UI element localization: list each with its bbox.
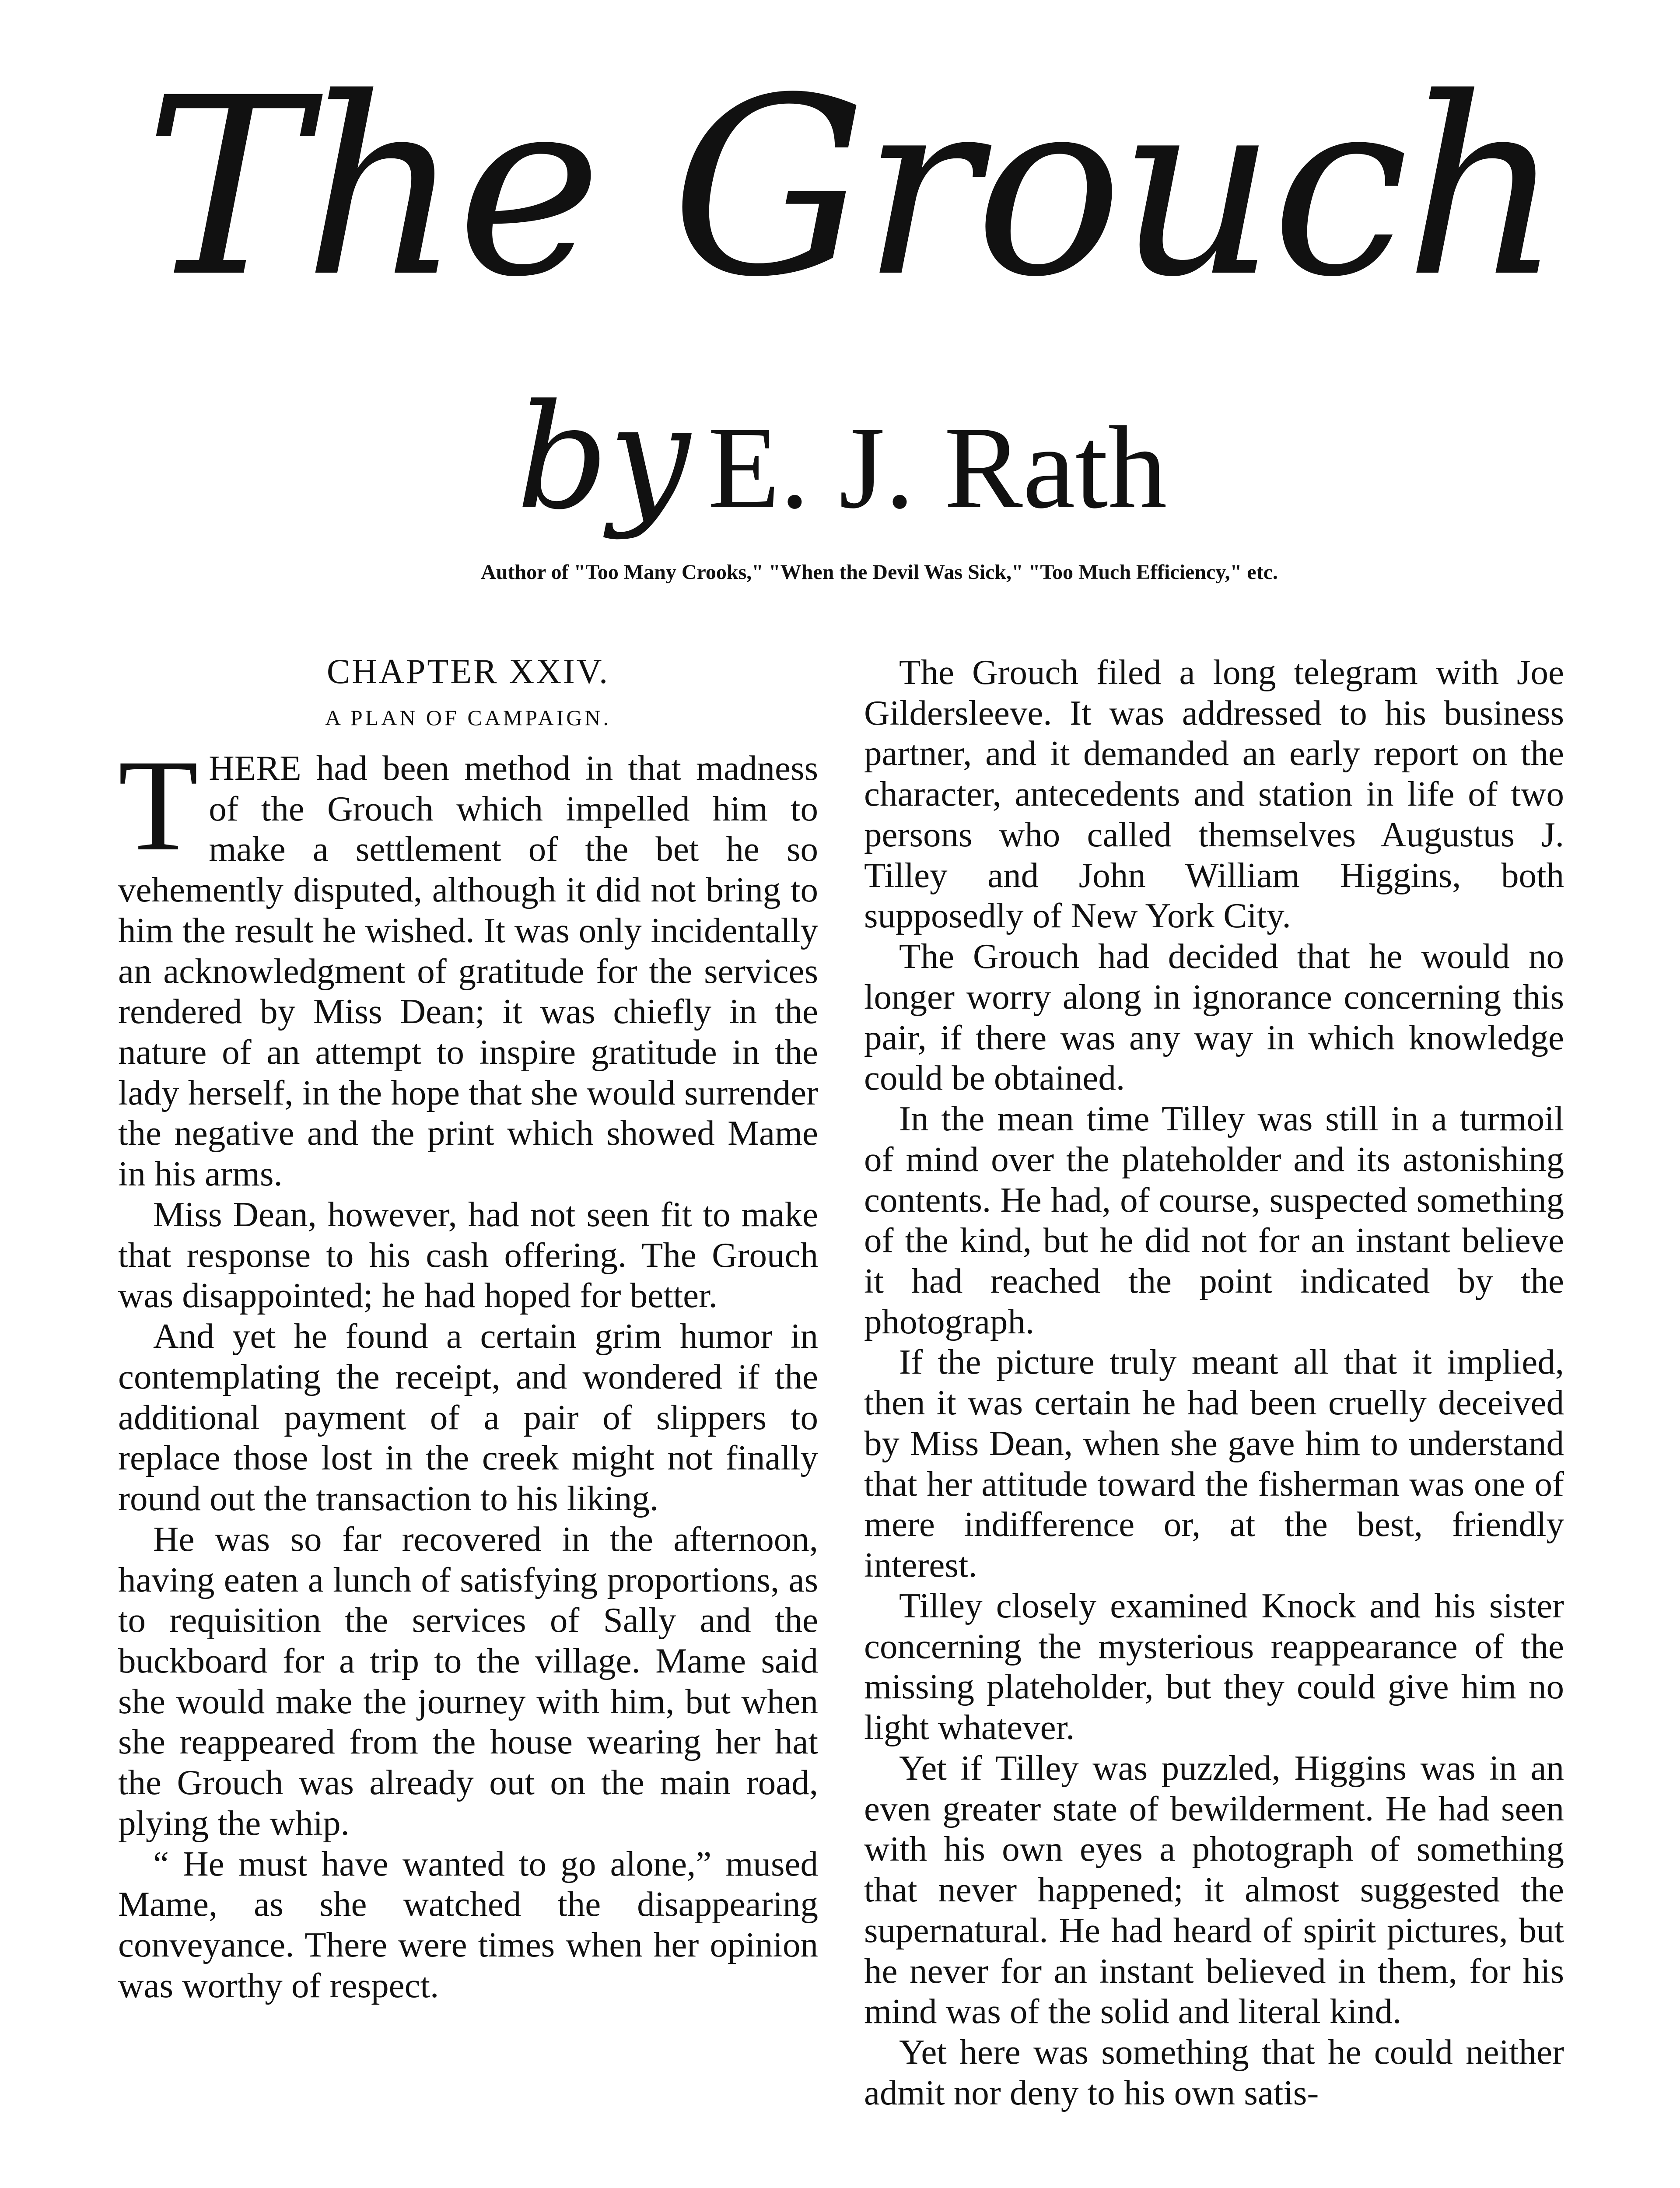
paragraph: Yet if Tilley was puzzled, Higgins was in an even greater state of bewilderment. He had seen with his own eyes a photograph of something that never happened; it almost suggested the supernatural. He had heard of spirit pictures, but he never for an instant believed in them, for his mind was of the solid and literal kind.: [864, 1748, 1564, 2031]
author-name: E. J. Rath: [707, 402, 1167, 533]
paragraph: He was so far recovered in the afternoon, having eaten a lunch of satisfying proportions, as to requisition the services of Sally and the buckboard for a trip to the village. Mame said she would make the journey with him, but when she reappeared from the house wearing her hat the Grouch was already out on the main road, plying the whip.: [118, 1519, 818, 1843]
story-title: The Grouch: [144, 46, 1558, 331]
paragraph: In the mean time Tilley was still in a turmoil of mind over the plateholder and its astonishing contents. He had, of course, suspected something of the kind, but he did not for an instant believe it had reached the point indicated by the photograph.: [864, 1099, 1564, 1341]
byline-by: by: [516, 373, 690, 541]
paragraph: If the picture truly meant all that it implied, then it was certain he had been cruelly deceived by Miss Dean, when she gave him to understand that her attitude toward the fisherman was one of mere indifference or, at the best, friendly interest.: [864, 1342, 1564, 1585]
opening-paragraph-text: HERE had been method in that madness of the Grouch which impelled him to make a settlement of the bet he so vehemently disputed, although it did not bring to him the result he wished. It was only incidentally an acknowledgment of gratitude for the services rendered by Miss Dean; it was chiefly in the nature of an attempt to inspire gratitude in the lady herself, in the hope that she would surrender the negative and the print which showed Mame in his arms.: [118, 748, 818, 1194]
paragraph: The Grouch filed a long telegram with Joe Gildersleeve. It was addressed to his business partner, and it demanded an early report on the character, antecedents and station in life of two persons who called themselves Augustus J. Tilley and John William Higgins, both supposedly of New York City.: [864, 652, 1564, 936]
paragraph: Tilley closely examined Knock and his sister concerning the mysterious reappearance of the missing plateholder, but they could give him no light whatever.: [864, 1585, 1564, 1747]
paragraph: “ He must have wanted to go alone,” mused Mame, as she watched the disappearing conveyance. There were times when her opinion was worthy of respect.: [118, 1844, 818, 2005]
paragraph: Miss Dean, however, had not seen fit to make that response to his cash offering. The Grouch was disappointed; he had hoped for better.: [118, 1194, 818, 1315]
left-column: [118, 652, 818, 2006]
chapter-subheading: A PLAN OF CAMPAIGN.: [325, 705, 611, 730]
right-column: [864, 652, 1564, 2113]
paragraph: The Grouch had decided that he would no longer worry along in ignorance concerning this pair, if there was any way in which knowledge could be obtained.: [864, 936, 1564, 1098]
chapter-heading: CHAPTER XXIV.: [326, 652, 610, 691]
drop-cap: T: [118, 732, 199, 878]
paragraph: Yet here was something that he could neither admit nor deny to his own satis-: [864, 2032, 1564, 2112]
author-credits: Author of "Too Many Crooks," "When the Devil Was Sick," "Too Much Efficiency," etc.: [481, 561, 1278, 584]
paragraph: And yet he found a certain grim humor in contemplating the receipt, and wondered if the additional payment of a pair of slippers to replace those lost in the creek might not finally round out the transaction to his liking.: [118, 1316, 818, 1518]
byline: [516, 373, 1304, 541]
opening-paragraph: [118, 732, 818, 1194]
